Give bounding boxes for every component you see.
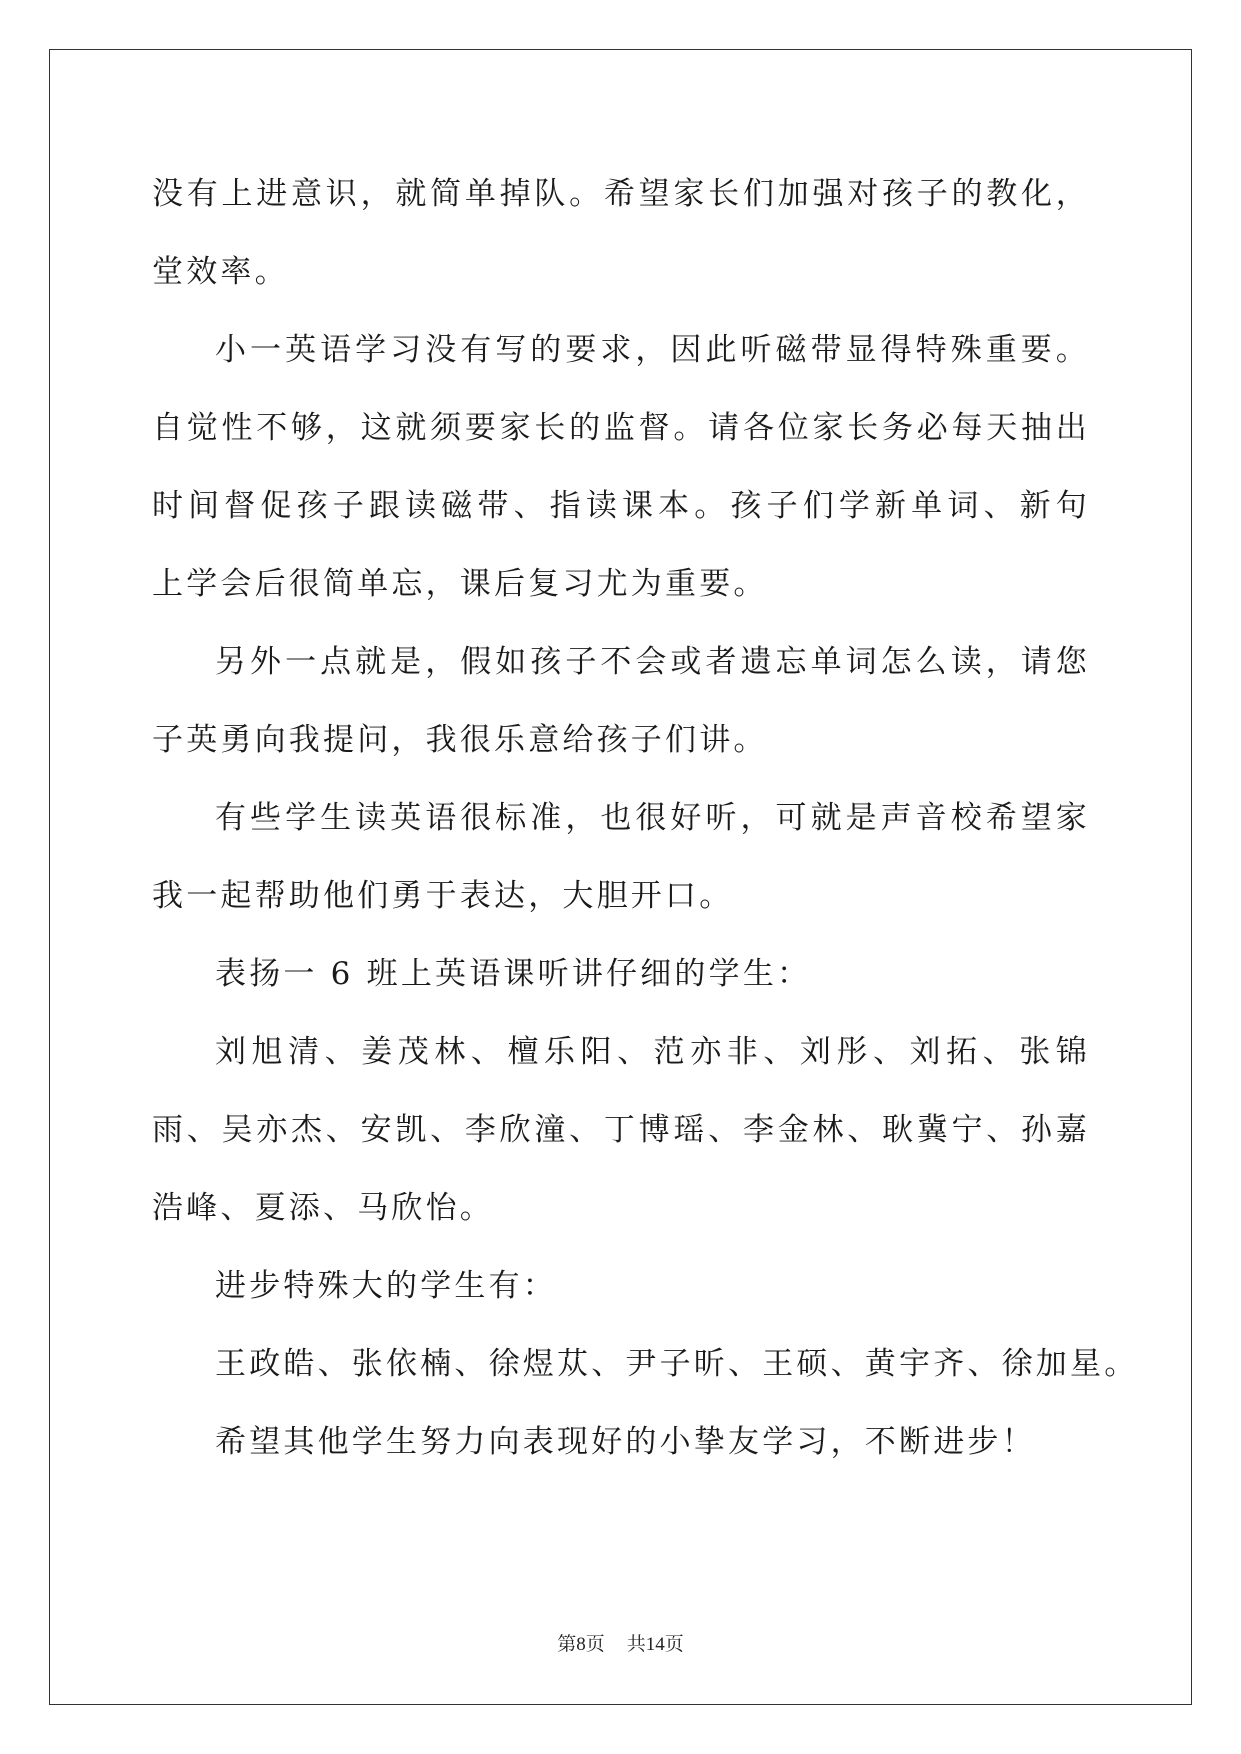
- paragraph-start-line: 有些学生读英语很标准，也很好听，可就是声音校希望家: [215, 800, 1090, 836]
- page-suffix: 页: [585, 1633, 605, 1655]
- paragraph-start-line: 另外一点就是，假如孩子不会或者遗忘单词怎么读，请您: [215, 644, 1090, 680]
- paragraph-start-line: 小一英语学习没有写的要求，因此听磁带显得特殊重要。: [215, 332, 1090, 368]
- total-prefix: 共: [626, 1633, 646, 1655]
- text-line: 堂效率。: [152, 254, 289, 290]
- paragraph-start-line: 进步特殊大的学生有：: [215, 1268, 557, 1304]
- text-line: 自觉性不够，这就须要家长的监督。请各位家长务必每天抽出: [152, 410, 1090, 446]
- document-body: [152, 155, 1139, 1481]
- text-line: 时间督促孩子跟读磁带、指读课本。孩子们学新单词、新句: [152, 488, 1090, 524]
- student-names-line: 王政皓、张依楠、徐煜苁、尹子昕、王硕、黄宇齐、徐加星。: [215, 1346, 1139, 1382]
- closing-line: 希望其他学生努力向表现好的小挚友学习，不断进步！: [215, 1424, 1036, 1460]
- student-names-line: 刘旭清、姜茂林、檀乐阳、范亦非、刘彤、刘拓、张锦: [215, 1034, 1090, 1070]
- student-names-line: 浩峰、夏添、马欣怡。: [152, 1190, 494, 1226]
- page-number: 8: [576, 1634, 586, 1655]
- text-line: 上学会后很简单忘，课后复习尤为重要。: [152, 566, 768, 602]
- text-line: 我一起帮助他们勇于表达，大胆开口。: [152, 878, 734, 914]
- total-pages: 14: [645, 1634, 665, 1655]
- page-footer: [0, 1632, 1241, 1657]
- paragraph-start-line: 表扬一 6 班上英语课听讲仔细的学生：: [215, 956, 812, 992]
- student-names-line: 雨、吴亦杰、安凯、李欣潼、丁博瑶、李金林、耿冀宁、孙嘉: [152, 1112, 1090, 1148]
- page-prefix: 第: [557, 1633, 577, 1655]
- text-line: 没有上进意识，就简单掉队。希望家长们加强对孩子的教化，: [152, 176, 1090, 212]
- text-line: 子英勇向我提问，我很乐意给孩子们讲。: [152, 722, 768, 758]
- total-suffix: 页: [664, 1633, 684, 1655]
